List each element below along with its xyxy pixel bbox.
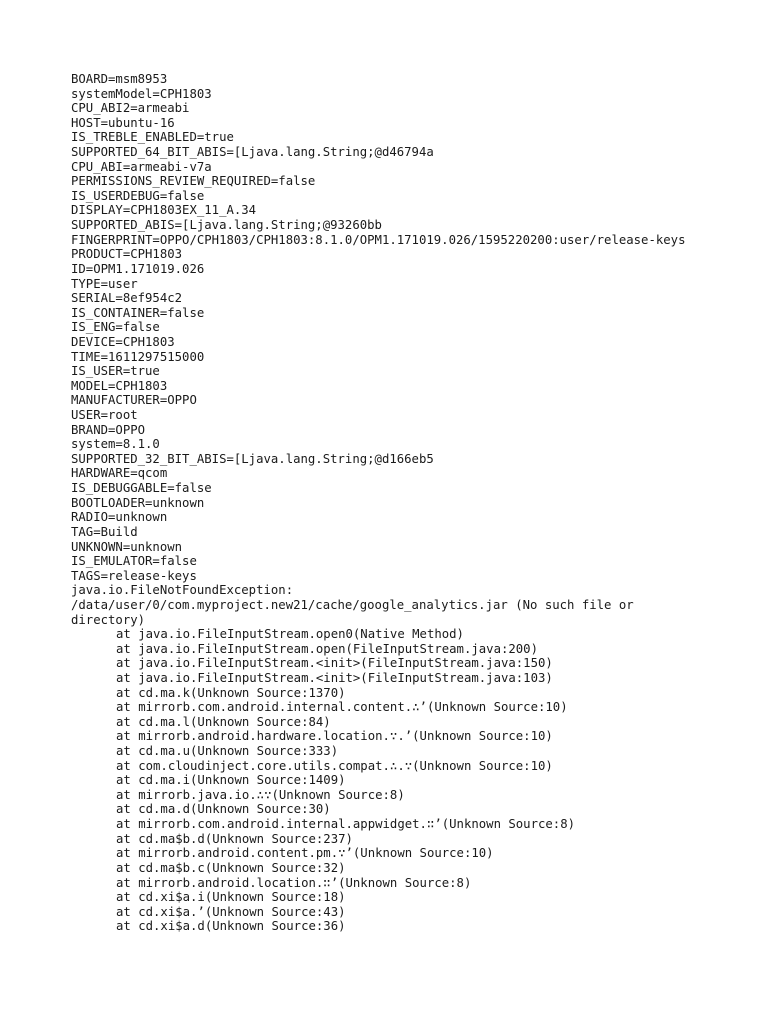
- stack-frame-line: at cd.ma.d(Unknown Source:30): [116, 802, 331, 817]
- stack-frame-line: at cd.xi$a.d(Unknown Source:36): [116, 919, 346, 934]
- stack-frame-line: at cd.ma.u(Unknown Source:333): [116, 744, 339, 759]
- property-line: BOOTLOADER=unknown: [71, 495, 205, 510]
- stack-trace: [71, 627, 751, 934]
- stack-frame-line: at cd.xi$a.’(Unknown Source:43): [116, 904, 346, 919]
- stack-frame-line: at cd.ma.i(Unknown Source:1409): [116, 773, 346, 788]
- property-line: IS_USERDEBUG=false: [71, 188, 205, 203]
- property-line: HOST=ubuntu-16: [71, 115, 175, 130]
- stack-frame-line: at cd.ma.l(Unknown Source:84): [116, 714, 331, 729]
- stack-frame-line: at java.io.FileInputStream.<init>(FileInputStream.java:103): [116, 670, 553, 685]
- property-line: TYPE=user: [71, 276, 138, 291]
- stack-frame-line: at cd.ma$b.d(Unknown Source:237): [116, 831, 353, 846]
- property-line: SUPPORTED_ABIS=[Ljava.lang.String;@93260bb: [71, 218, 382, 233]
- stack-frame-line: at mirrorb.android.content.pm.∵’(Unknown Source:10): [116, 846, 494, 861]
- property-line: IS_CONTAINER=false: [71, 305, 205, 320]
- property-line: CPU_ABI2=armeabi: [71, 101, 190, 116]
- stack-frame-line: at com.cloudinject.core.utils.compat.∴.∵(Unknown Source:10): [116, 758, 553, 773]
- exception-message-line-2: directory): [71, 612, 146, 627]
- property-line: MANUFACTURER=OPPO: [71, 393, 197, 408]
- property-line: systemModel=CPH1803: [71, 86, 212, 101]
- stack-frame-line: at java.io.FileInputStream.<init>(FileInputStream.java:150): [116, 656, 553, 671]
- property-line: IS_EMULATOR=false: [71, 554, 197, 569]
- document-page: [71, 72, 751, 934]
- property-line: TAG=Build: [71, 524, 138, 539]
- stack-frame-line: at mirrorb.android.hardware.location.∵.’(Unknown Source:10): [116, 729, 553, 744]
- stack-frame-line: at mirrorb.com.android.internal.appwidget.∷’(Unknown Source:8): [116, 817, 576, 832]
- property-line: BOARD=msm8953: [71, 72, 168, 86]
- build-properties-list: [71, 72, 751, 583]
- property-line: ID=OPM1.171019.026: [71, 261, 205, 276]
- stack-frame-line: at mirrorb.com.android.internal.content.∴’(Unknown Source:10): [116, 700, 568, 715]
- property-line: TIME=1611297515000: [71, 349, 205, 364]
- property-line: SUPPORTED_64_BIT_ABIS=[Ljava.lang.String;@d46794a: [71, 145, 434, 160]
- property-line: SUPPORTED_32_BIT_ABIS=[Ljava.lang.String;@d166eb5: [71, 451, 434, 466]
- property-line: MODEL=CPH1803: [71, 378, 168, 393]
- stack-frame-line: at java.io.FileInputStream.open0(Native Method): [116, 627, 464, 642]
- property-line: PRODUCT=CPH1803: [71, 247, 183, 262]
- property-line: DEVICE=CPH1803: [71, 334, 175, 349]
- property-line: IS_DEBUGGABLE=false: [71, 481, 212, 496]
- property-line: RADIO=unknown: [71, 510, 168, 525]
- property-line: CPU_ABI=armeabi-v7a: [71, 159, 212, 174]
- property-line: PERMISSIONS_REVIEW_REQUIRED=false: [71, 174, 316, 189]
- stack-frame-line: at cd.xi$a.i(Unknown Source:18): [116, 890, 346, 905]
- property-line: UNKNOWN=unknown: [71, 539, 183, 554]
- property-line: IS_TREBLE_ENABLED=true: [71, 130, 234, 145]
- property-line: system=8.1.0: [71, 437, 160, 452]
- stack-frame-line: at mirrorb.java.io.∴∵(Unknown Source:8): [116, 787, 405, 802]
- stack-frame-line: at java.io.FileInputStream.open(FileInputStream.java:200): [116, 641, 538, 656]
- exception-message-line-1: /data/user/0/com.myproject.new21/cache/google_analytics.jar (No such file or: [71, 597, 634, 612]
- property-line: IS_ENG=false: [71, 320, 160, 335]
- stack-frame-line: at cd.ma$b.c(Unknown Source:32): [116, 860, 346, 875]
- property-line: SERIAL=8ef954c2: [71, 291, 183, 306]
- exception-header: java.io.FileNotFoundException:: [71, 583, 294, 598]
- property-line: USER=root: [71, 408, 138, 423]
- property-line: TAGS=release-keys: [71, 568, 197, 583]
- property-line: BRAND=OPPO: [71, 422, 146, 437]
- stack-frame-line: at mirrorb.android.location.∷’(Unknown Source:8): [116, 875, 472, 890]
- stack-frame-line: at cd.ma.k(Unknown Source:1370): [116, 685, 346, 700]
- property-line: DISPLAY=CPH1803EX_11_A.34: [71, 203, 257, 218]
- property-line: HARDWARE=qcom: [71, 466, 168, 481]
- property-line: IS_USER=true: [71, 364, 160, 379]
- property-line: FINGERPRINT=OPPO/CPH1803/CPH1803:8.1.0/OPM1.171019.026/1595220200:user/release-keys: [71, 232, 686, 247]
